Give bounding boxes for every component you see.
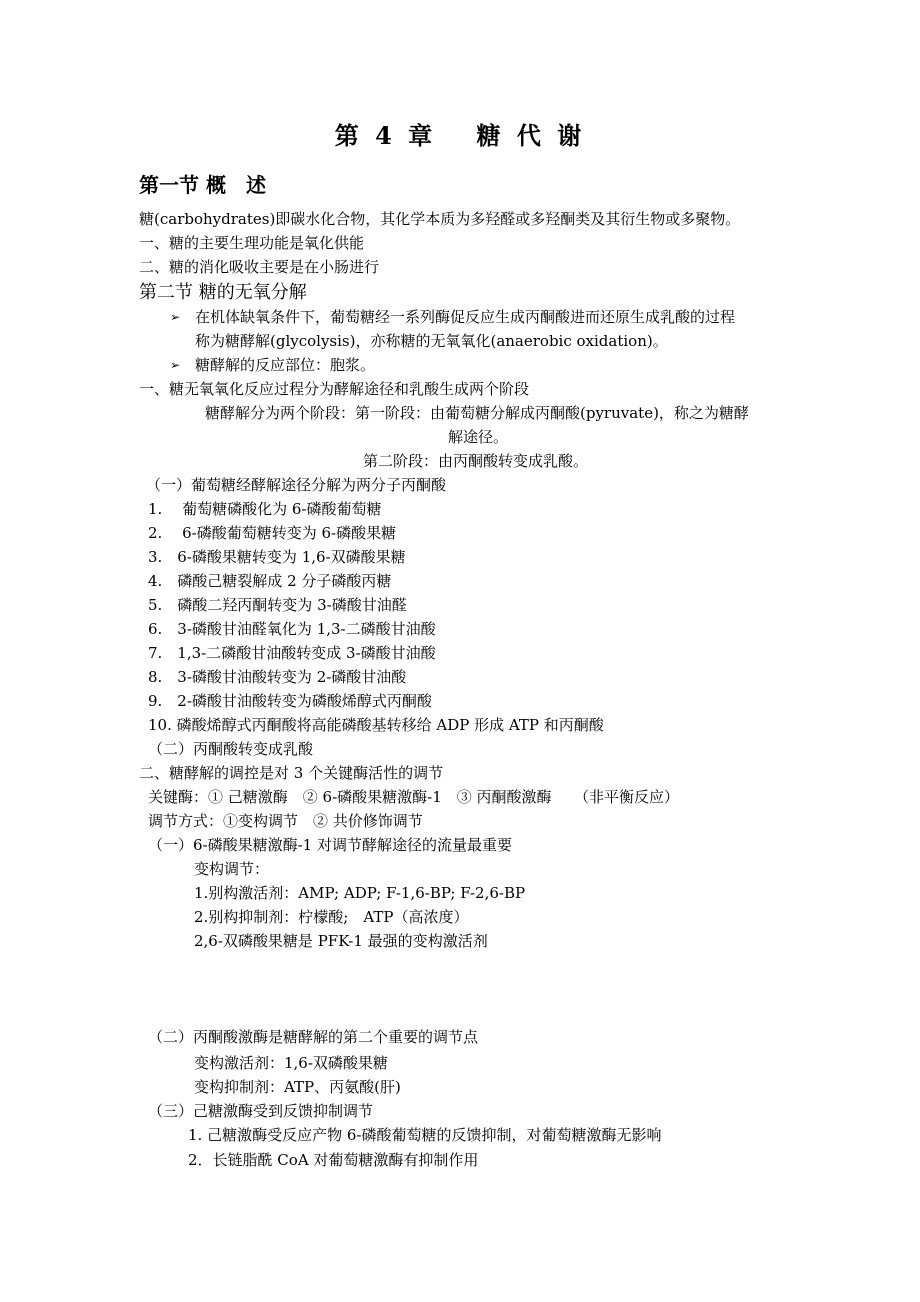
key-enzymes: 关键酶：① 己糖激酶 ② 6-磷酸果糖激酶-1 ③ 丙酮酸激酶 （非平衡反应）	[148, 788, 680, 806]
step-item: 5. 磷酸二羟丙酮转变为 3-磷酸甘油醛	[148, 596, 407, 614]
reaction-site: 糖酵解的反应部位：胞浆。	[195, 356, 376, 374]
pfk-strongest-activator: 2,6-双磷酸果糖是 PFK-1 最强的变构激活剂	[194, 932, 488, 950]
point-oxidation-energy: 一、糖的主要生理功能是氧化供能	[139, 234, 365, 252]
step-item: 4. 磷酸己糖裂解成 2 分子磷酸丙糖	[148, 572, 392, 590]
pfk-activators: 1.别构激活剂：AMP; ADP; F-1,6-BP; F-2,6-BP	[194, 884, 526, 902]
section-heading-anaerobic: 第二节 糖的无氧分解	[139, 282, 307, 303]
pk-inhibitor: 变构抑制剂：ATP、丙氨酸(肝)	[194, 1078, 401, 1096]
glycolysis-definition-line1: 在机体缺氧条件下，葡萄糖经一系列酶促反应生成丙酮酸进而还原生成乳酸的过程	[195, 308, 736, 326]
pfk-allosteric-label: 变构调节：	[194, 860, 270, 878]
step-item: 8. 3-磷酸甘油酸转变为 2-磷酸甘油酸	[148, 668, 407, 686]
step-item: 1. 葡萄糖磷酸化为 6-磷酸葡萄糖	[148, 500, 382, 518]
intro-paragraph: 糖(carbohydrates)即碳水化合物，其化学本质为多羟醛或多羟酮类及其衍生物或多聚物。	[139, 210, 741, 228]
pfk-inhibitors: 2.别构抑制剂：柠檬酸; ATP（高浓度）	[194, 908, 469, 926]
regulation-modes: 调节方式：①变构调节 ② 共价修饰调节	[148, 812, 423, 830]
bullet-arrow-icon: ➢	[170, 310, 181, 324]
pfk-heading: （一）6-磷酸果糖激酶-1 对调节酵解途径的流量最重要	[148, 836, 512, 854]
step-item: 3. 6-磷酸果糖转变为 1,6-双磷酸果糖	[148, 548, 406, 566]
sub1-heading: （一）葡萄糖经酵解途径分解为两分子丙酮酸	[146, 476, 447, 494]
hk-heading: （三）己糖激酶受到反馈抑制调节	[148, 1102, 374, 1120]
point-digestion: 二、糖的消化吸收主要是在小肠进行	[139, 258, 380, 276]
pk-activator: 变构激活剂：1,6-双磷酸果糖	[194, 1054, 388, 1072]
stage1-line2: 解途径。	[448, 428, 509, 446]
hk-item2: 2．长链脂酰 CoA 对葡萄糖激酶有抑制作用	[188, 1151, 479, 1169]
step-item: 9. 2-磷酸甘油酸转变为磷酸烯醇式丙酮酸	[148, 692, 432, 710]
part2-heading: 二、糖酵解的调控是对 3 个关键酶活性的调节	[139, 764, 444, 782]
glycolysis-definition-line2: 称为糖酵解(glycolysis)，亦称糖的无氧氧化(anaerobic oxidation)。	[195, 332, 668, 350]
step-item: 6. 3-磷酸甘油醛氧化为 1,3-二磷酸甘油酸	[148, 620, 436, 638]
sub2-heading: （二）丙酮酸转变成乳酸	[148, 740, 314, 758]
bullet-arrow-icon: ➢	[170, 358, 181, 372]
stage2-line: 第二阶段：由丙酮酸转变成乳酸。	[363, 452, 589, 470]
step-item: 2. 6-磷酸葡萄糖转变为 6-磷酸果糖	[148, 524, 397, 542]
step-item: 7. 1,3-二磷酸甘油酸转变成 3-磷酸甘油酸	[148, 644, 436, 662]
part1-heading: 一、糖无氧氧化反应过程分为酵解途径和乳酸生成两个阶段	[139, 380, 530, 398]
hk-item1: 1. 己糖激酶受反应产物 6-磷酸葡萄糖的反馈抑制，对葡萄糖激酶无影响	[188, 1126, 662, 1144]
stage1-line1: 糖酵解分为两个阶段：第一阶段：由葡萄糖分解成丙酮酸(pyruvate)，称之为糖酵	[205, 404, 749, 422]
pk-heading: （二）丙酮酸激酶是糖酵解的第二个重要的调节点	[148, 1028, 479, 1046]
section-heading-overview: 第一节 概 述	[139, 173, 266, 197]
step-item: 10. 磷酸烯醇式丙酮酸将高能磷酸基转移给 ADP 形成 ATP 和丙酮酸	[148, 716, 604, 734]
chapter-title: 第 4 章 糖 代 谢	[334, 121, 586, 150]
